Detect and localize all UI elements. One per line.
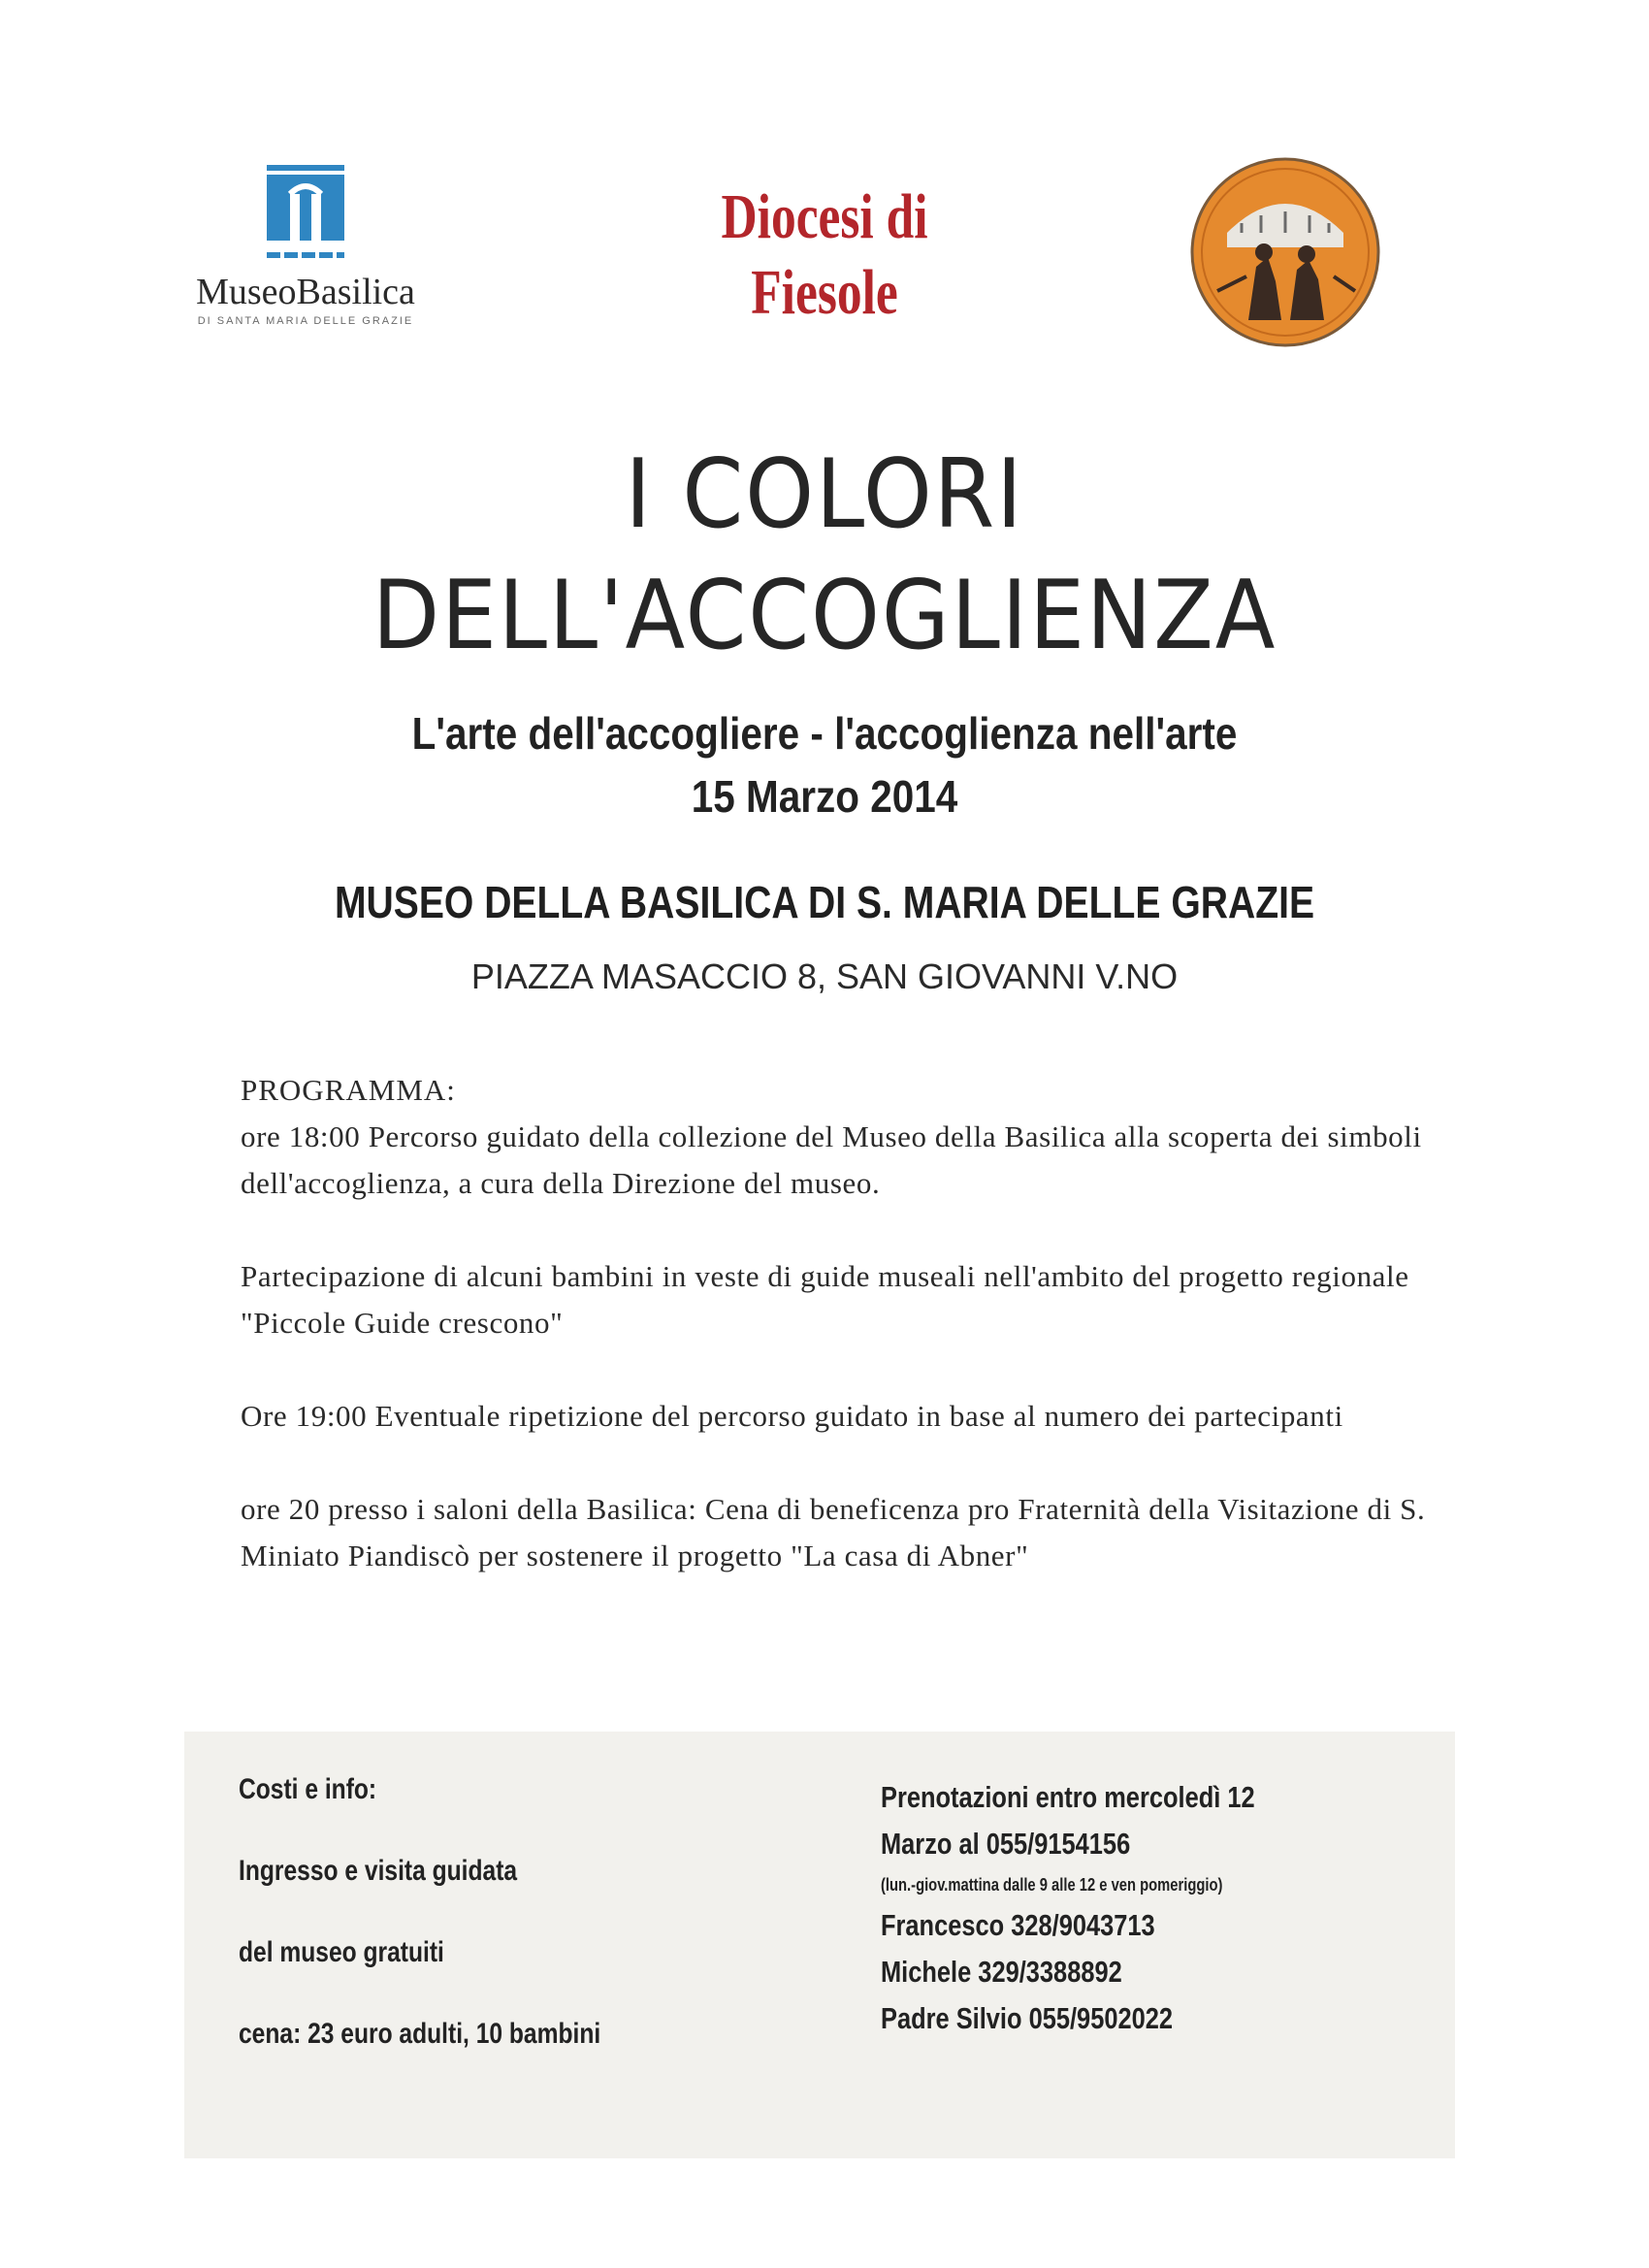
booking-line: Prenotazioni entro mercoledì 12: [881, 1780, 1255, 1814]
costs-line: cena: 23 euro adulti, 10 bambini: [239, 2018, 601, 2050]
circular-emblem-icon: [1188, 155, 1382, 349]
subtitle: L'arte dell'accogliere - l'accoglienza nell'arte: [411, 708, 1238, 759]
programme-item: Ore 19:00 Eventuale ripetizione del percorso guidato in base al numero dei partecipanti: [241, 1399, 1343, 1433]
diocesi-logo-line2: Fiesole: [751, 257, 898, 328]
diocesi-logo-line1: Diocesi di: [721, 181, 928, 252]
programme-item: Partecipazione di alcuni bambini in veste di guide museali nell'ambito del progetto regionale "Piccole Guide crescono": [241, 1259, 1409, 1340]
event-date: 15 Marzo 2014: [691, 771, 958, 822]
contact-line: Padre Silvio 055/9502022: [881, 2001, 1174, 2035]
costs-line: Ingresso e visita guidata: [239, 1855, 518, 1887]
costs-heading: Costi e info:: [239, 1773, 377, 1805]
costs-line: del museo gratuiti: [239, 1936, 444, 1968]
programme-section: [241, 1067, 1434, 1626]
booking-hours-note: (lun.-giov.mattina dalle 9 alle 12 e ven pomeriggio): [881, 1875, 1223, 1895]
museo-logo-subtitle: DI SANTA MARIA DELLE GRAZIE: [197, 315, 414, 327]
booking-line: Marzo al 055/9154156: [881, 1827, 1131, 1861]
programme-item: ore 20 presso i saloni della Basilica: Cena di beneficenza pro Fraternità della Visitazione di S. Miniato Piandiscò per sostenere il progetto "La casa di Abner": [241, 1492, 1426, 1572]
programme-item: ore 18:00 Percorso guidato della collezione del Museo della Basilica alla scoperta dei simboli dell'accoglienza, a cura della Direzione del museo.: [241, 1119, 1422, 1200]
booking-info: [881, 1774, 1424, 2042]
contact-line: Michele 329/3388892: [881, 1955, 1122, 1989]
main-title-line2: DELL'ACCOGLIENZA: [372, 561, 1277, 671]
programme-heading: PROGRAMMA:: [241, 1073, 456, 1107]
museo-basilica-logo: [165, 165, 446, 359]
contact-line: Francesco 328/9043713: [881, 1908, 1155, 1942]
venue-address: PIAZZA MASACCIO 8, SAN GIOVANNI V.NO: [470, 956, 1179, 996]
venue-name: MUSEO DELLA BASILICA DI S. MARIA DELLE GRAZIE: [334, 877, 1315, 927]
museo-building-icon: [247, 165, 364, 267]
museo-logo-name: MuseoBasilica: [196, 272, 415, 312]
info-box: [184, 1732, 1455, 2158]
main-title-line1: I COLORI: [625, 439, 1024, 550]
costs-info: [239, 1770, 782, 2096]
diocesi-logo: [703, 179, 946, 331]
